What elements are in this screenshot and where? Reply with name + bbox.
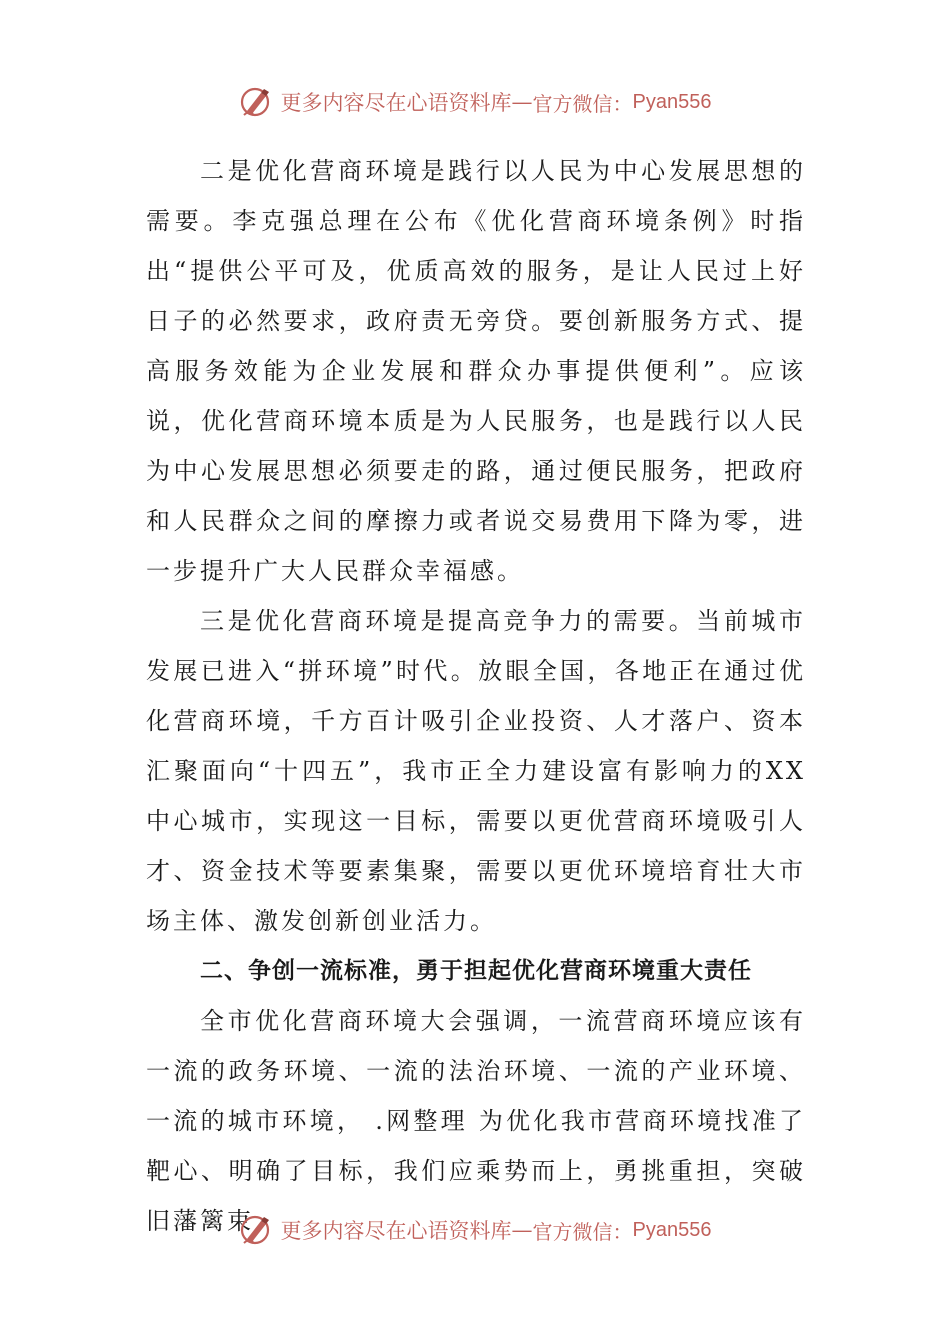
site-name: 更多内容尽在心语资料库 xyxy=(280,91,512,115)
site-name: 更多内容尽在心语资料库 xyxy=(280,1219,512,1243)
header-watermark-banner xyxy=(0,82,950,122)
pen-logo-icon xyxy=(239,1212,275,1248)
wechat-id: Pyan556 xyxy=(632,90,712,113)
wechat-label: 官方微信： xyxy=(532,1219,633,1244)
paragraph-2: 三是优化营商环境是提高竞争力的需要。当前城市发展已进入“拼环境”时代。放眼全国，各地正在通过优化营商环境，千方百计吸引企业投资、人才落户、资本汇聚面向“十四五”，我市正全力建设富有影响力的XX中心城市，实现这一目标，需要以更优营商环境吸引人才、资金技术等要素集聚，需要以更优环境培育壮大市场主体、激发创新创业活力。 xyxy=(146,607,806,935)
document-body xyxy=(146,146,806,1246)
banner-separator: — xyxy=(511,1218,533,1242)
pen-logo-icon xyxy=(239,84,275,120)
wechat-label: 官方微信： xyxy=(532,91,633,116)
paragraph-3: 全市优化营商环境大会强调，一流营商环境应该有一流的政务环境、一流的法治环境、一流的产业环境、一流的城市环境， .网整理 为优化我市营商环境找准了靶心、明确了目标，我们应乘势而上，勇挑重担，突破旧藩篱束 xyxy=(146,1007,806,1235)
section-heading: 二、争创一流标准，勇于担起优化营商环境重大责任 xyxy=(200,958,752,984)
footer-watermark-banner xyxy=(0,1210,950,1250)
wechat-id: Pyan556 xyxy=(632,1218,712,1241)
banner-separator: — xyxy=(511,90,533,114)
paragraph-1: 二是优化营商环境是践行以人民为中心发展思想的需要。李克强总理在公布《优化营商环境条例》时指出“提供公平可及，优质高效的服务，是让人民过上好日子的必然要求，政府责无旁贷。要创新服务方式、提高服务效能为企业发展和群众办事提供便利”。应该说，优化营商环境本质是为人民服务，也是践行以人民为中心发展思想必须要走的路，通过便民服务，把政府和人民群众之间的摩擦力或者说交易费用下降为零，进一步提升广大人民群众幸福感。 xyxy=(146,157,806,585)
